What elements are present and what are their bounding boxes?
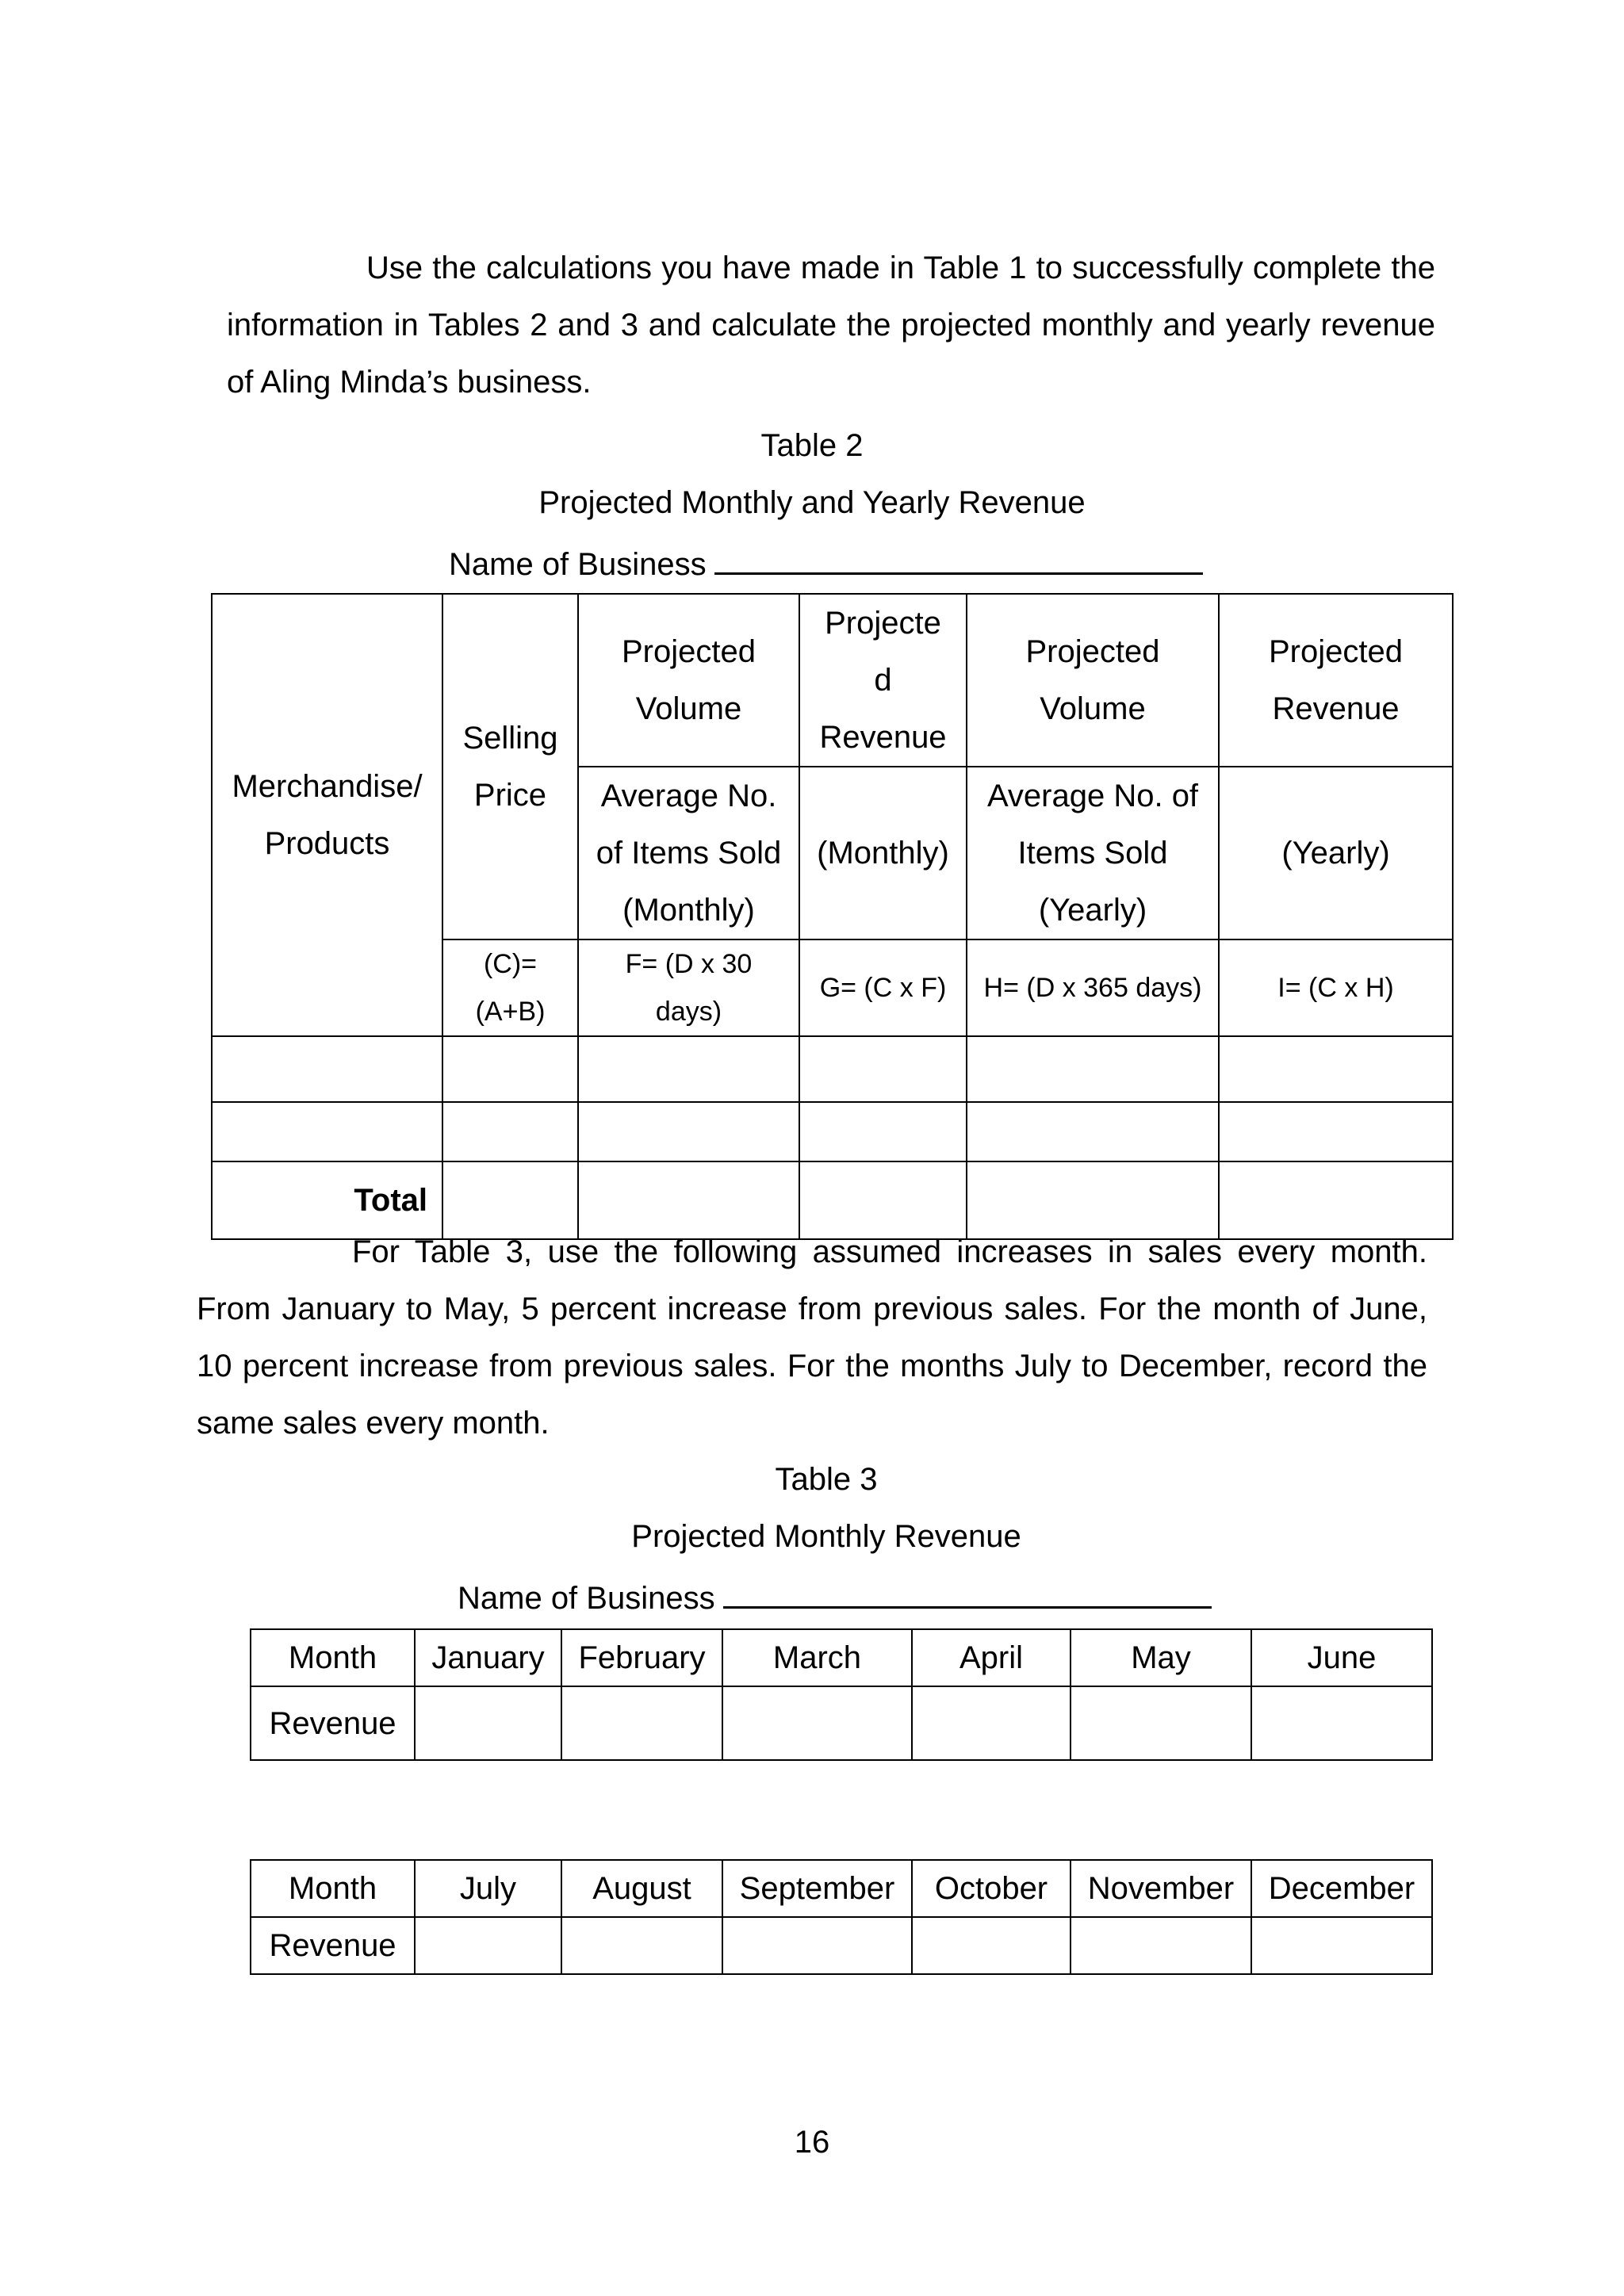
- table2-title: Projected Monthly and Yearly Revenue: [538, 485, 1086, 520]
- month-december: December: [1251, 1860, 1432, 1917]
- table-cell: [967, 1102, 1219, 1161]
- header-average-items-sold-monthly: Average No. of Items Sold (Monthly): [578, 767, 799, 939]
- month-july: July: [415, 1860, 561, 1917]
- table-cell: [1251, 1686, 1432, 1760]
- header-selling-price: Selling Price: [442, 594, 578, 939]
- table-cell: [799, 1036, 967, 1102]
- total-label: Total: [212, 1161, 442, 1239]
- table-cell: [912, 1686, 1071, 1760]
- table2: [211, 593, 1454, 1240]
- table-cell: [1071, 1686, 1251, 1760]
- formula-c: (C)= (A+B): [442, 939, 578, 1036]
- header-projected-revenue-monthly: Projecte d Revenue: [799, 594, 967, 767]
- name-of-business-blank: [723, 1565, 1212, 1609]
- header-monthly-label: (Monthly): [799, 767, 967, 939]
- header-merchandise-products: Merchandise/ Products: [212, 594, 442, 1036]
- table2-caption: Table 2: [760, 428, 864, 463]
- table-cell: [799, 1102, 967, 1161]
- table-cell: [967, 1036, 1219, 1102]
- table2-name-of-business: [449, 531, 1203, 593]
- formula-h: H= (D x 365 days): [967, 939, 1219, 1036]
- table-cell: [578, 1102, 799, 1161]
- table-row: [212, 1036, 1453, 1102]
- header-average-items-sold-yearly: Average No. of Items Sold (Yearly): [967, 767, 1219, 939]
- table-cell: [415, 1686, 561, 1760]
- formula-g: G= (C x F): [799, 939, 967, 1036]
- month-september: September: [722, 1860, 912, 1917]
- table-cell: [212, 1102, 442, 1161]
- table-cell: [212, 1036, 442, 1102]
- revenue-row: [251, 1686, 1432, 1760]
- table-cell: [442, 1102, 578, 1161]
- header-projected-revenue-yearly: Projected Revenue: [1219, 594, 1453, 767]
- table3-caption: Table 3: [775, 1462, 878, 1497]
- month-february: February: [561, 1629, 722, 1686]
- table-cell: [561, 1917, 722, 1974]
- table3-instructions-paragraph: For Table 3, use the following assumed increases in sales every month. From January to May, 5 percent increase from previous sales. For the month of June, 10 percent increase from previous sales. For the months July to December, record the same sales every month.: [197, 1234, 1427, 1441]
- table3-title: Projected Monthly Revenue: [631, 1519, 1021, 1554]
- table-cell: [912, 1917, 1071, 1974]
- table-cell: [1219, 1036, 1453, 1102]
- formula-f: F= (D x 30 days): [578, 939, 799, 1036]
- intro-paragraph: Use the calculations you have made in Table 1 to successfully complete the information in Tables 2 and 3 and calculate the projected monthly and yearly revenue of Aling Minda’s business.: [227, 251, 1435, 400]
- page-number: 16: [794, 2125, 830, 2160]
- revenue-row: [251, 1917, 1432, 1974]
- header-projected-volume-yearly: Projected Volume: [967, 594, 1219, 767]
- month-june: June: [1251, 1629, 1432, 1686]
- table-cell: [1071, 1917, 1251, 1974]
- month-october: October: [912, 1860, 1071, 1917]
- revenue-label: Revenue: [251, 1917, 415, 1974]
- table3-second-half: [250, 1859, 1433, 1975]
- table-cell: [722, 1917, 912, 1974]
- header-yearly-label: (Yearly): [1219, 767, 1453, 939]
- header-projected-volume-monthly: Projected Volume: [578, 594, 799, 767]
- month-march: March: [722, 1629, 912, 1686]
- month-label: Month: [251, 1860, 415, 1917]
- month-april: April: [912, 1629, 1071, 1686]
- name-of-business-blank: [714, 531, 1203, 575]
- revenue-label: Revenue: [251, 1686, 415, 1760]
- month-august: August: [561, 1860, 722, 1917]
- table-cell: [442, 1036, 578, 1102]
- table3-first-half: [250, 1628, 1433, 1761]
- table-cell: [1219, 1102, 1453, 1161]
- month-row: [251, 1629, 1432, 1686]
- table-cell: [415, 1917, 561, 1974]
- formula-i: I= (C x H): [1219, 939, 1453, 1036]
- table3-name-of-business: [458, 1565, 1212, 1627]
- name-of-business-label: Name of Business: [458, 1581, 715, 1616]
- table-cell: [578, 1036, 799, 1102]
- name-of-business-label: Name of Business: [449, 547, 707, 582]
- table-cell: [722, 1686, 912, 1760]
- table-cell: [1251, 1917, 1432, 1974]
- month-january: January: [415, 1629, 561, 1686]
- table-row: [212, 1102, 1453, 1161]
- month-label: Month: [251, 1629, 415, 1686]
- table-cell: [561, 1686, 722, 1760]
- month-row: [251, 1860, 1432, 1917]
- month-may: May: [1071, 1629, 1251, 1686]
- month-november: November: [1071, 1860, 1251, 1917]
